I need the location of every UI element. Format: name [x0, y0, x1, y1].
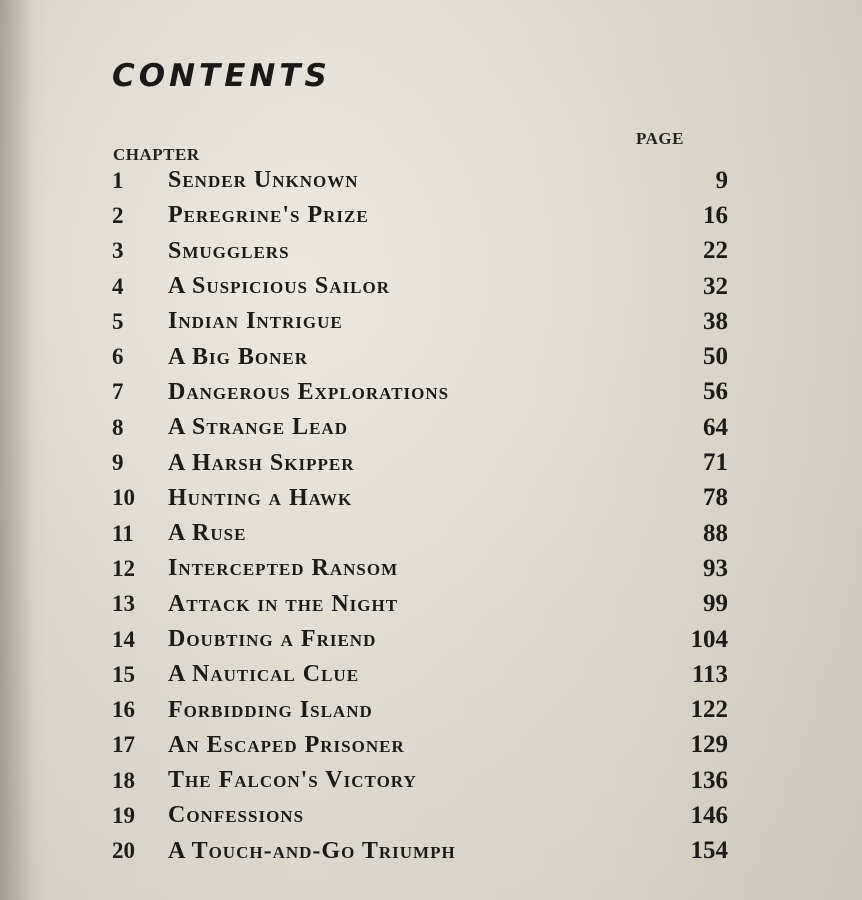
chapter-number: 11 [112, 520, 134, 546]
chapter-number: 4 [112, 273, 124, 299]
chapter-page: 136 [690, 766, 728, 794]
chapter-page: 78 [703, 484, 728, 512]
chapter-number: 14 [112, 626, 135, 652]
chapter-title: A Big Boner [168, 343, 308, 370]
toc-entry [108, 516, 728, 551]
chapter-title: Intercepted Ransom [168, 555, 399, 582]
chapter-title: Confessions [168, 802, 305, 829]
chapter-number: 20 [112, 838, 135, 864]
chapter-page: 9 [715, 166, 728, 194]
toc-entry [108, 304, 728, 339]
chapter-title: A Harsh Skipper [168, 449, 355, 476]
chapter-title: An Escaped Prisoner [168, 731, 405, 758]
chapter-number: 9 [112, 450, 124, 476]
table-of-contents [108, 163, 728, 869]
toc-entry [108, 728, 728, 763]
chapter-number: 13 [112, 591, 135, 617]
contents-heading: CONTENTS [112, 58, 331, 94]
toc-entry [108, 269, 728, 304]
toc-entry [108, 798, 728, 833]
toc-entry [108, 163, 728, 198]
chapter-number: 16 [112, 697, 135, 723]
chapter-title: A Nautical Clue [168, 661, 360, 688]
chapter-page: 38 [703, 307, 728, 335]
chapter-title: A Strange Lead [168, 414, 348, 441]
chapter-title: A Ruse [168, 520, 247, 547]
chapter-number: 8 [112, 414, 124, 440]
chapter-title: Peregrine's Prize [168, 202, 369, 229]
toc-entry [108, 657, 728, 692]
chapter-page: 88 [703, 519, 728, 547]
chapter-title: A Suspicious Sailor [168, 273, 391, 300]
chapter-page: 154 [690, 837, 728, 865]
chapter-number: 2 [112, 202, 124, 228]
chapter-title: Forbidding Island [168, 696, 373, 723]
chapter-page: 129 [690, 731, 728, 759]
chapter-page: 99 [703, 590, 728, 618]
chapter-number: 7 [112, 379, 124, 405]
toc-entry [108, 481, 728, 516]
chapter-page: 113 [691, 660, 728, 688]
chapter-page: 32 [703, 272, 728, 300]
toc-entry [108, 198, 728, 233]
chapter-title: Attack in the Night [168, 590, 399, 617]
chapter-page: 122 [690, 696, 728, 724]
chapter-title: The Falcon's Victory [168, 767, 417, 794]
chapter-title: A Touch-and-Go Triumph [168, 837, 456, 864]
toc-entry [108, 692, 728, 727]
toc-entry [108, 587, 728, 622]
chapter-page: 16 [703, 201, 728, 229]
chapter-number: 5 [112, 308, 124, 334]
chapter-page: 71 [703, 449, 728, 477]
chapter-page: 64 [703, 413, 728, 441]
chapter-number: 17 [112, 732, 135, 758]
toc-entry [108, 622, 728, 657]
chapter-number: 6 [112, 344, 124, 370]
chapter-number: 19 [112, 802, 135, 828]
chapter-page: 93 [703, 554, 728, 582]
toc-entry [108, 375, 728, 410]
toc-entry [108, 834, 728, 869]
chapter-number: 15 [112, 661, 135, 687]
chapter-page: 146 [690, 801, 728, 829]
toc-entry [108, 410, 728, 445]
toc-entry [108, 763, 728, 798]
chapter-title: Hunting a Hawk [168, 484, 353, 511]
chapter-column-header: CHAPTER [113, 145, 200, 164]
chapter-number: 10 [112, 485, 135, 511]
toc-entry [108, 339, 728, 374]
chapter-title: Smugglers [168, 237, 290, 264]
chapter-title: Sender Unknown [168, 167, 359, 194]
chapter-title: Indian Intrigue [168, 308, 343, 335]
chapter-page: 56 [703, 378, 728, 406]
toc-entry [108, 445, 728, 480]
chapter-title: Dangerous Explorations [168, 378, 450, 405]
toc-entry [108, 551, 728, 586]
chapter-number: 1 [112, 167, 124, 193]
chapter-number: 18 [112, 767, 135, 793]
page-column-header: PAGE [636, 129, 684, 148]
chapter-title: Doubting a Friend [168, 626, 377, 652]
chapter-page: 104 [690, 625, 728, 653]
toc-entry [108, 234, 728, 269]
chapter-number: 3 [112, 238, 124, 264]
chapter-page: 50 [703, 343, 728, 371]
chapter-page: 22 [703, 237, 728, 265]
chapter-number: 12 [112, 555, 135, 581]
